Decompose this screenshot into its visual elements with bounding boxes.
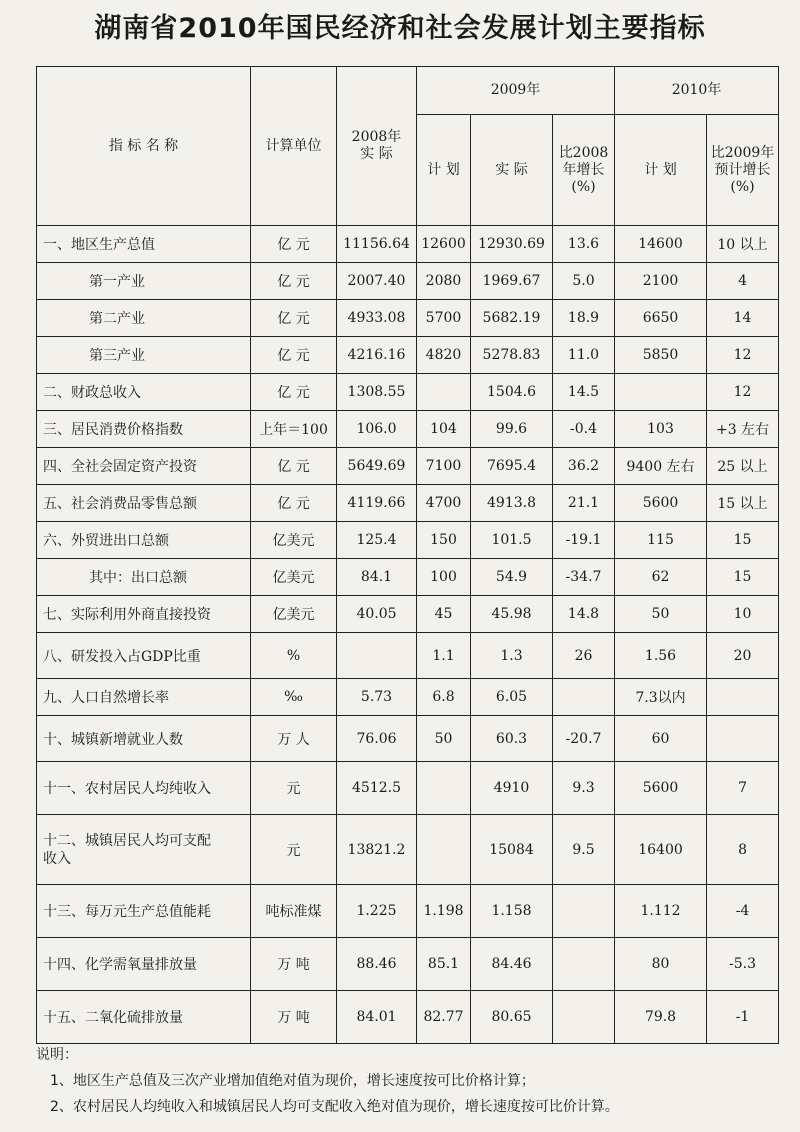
table-body (37, 226, 779, 1044)
header-growth-2010 (707, 115, 779, 226)
indicator-name-cell: 第一产业 (37, 263, 251, 300)
plan-2010-cell: 80 (615, 938, 707, 991)
growth-2010-cell: -1 (707, 991, 779, 1044)
table-row (37, 716, 779, 762)
header-actual-2008-line: 2008年 (351, 129, 402, 145)
header-growth-2010-line: (%) (730, 178, 755, 195)
actual-2009-cell: 45.98 (471, 596, 553, 633)
plan-2009-cell: 1.198 (417, 885, 471, 938)
header-actual-2008 (337, 67, 417, 226)
growth-2009-cell: 14.8 (553, 596, 615, 633)
plan-2010-cell: 1.112 (615, 885, 707, 938)
plan-2009-cell (417, 762, 471, 815)
growth-2009-cell: 18.9 (553, 300, 615, 337)
header-plan-2009: 计 划 (417, 115, 471, 226)
growth-2010-cell: 8 (707, 815, 779, 885)
actual-2009-cell: 1969.67 (471, 263, 553, 300)
plan-2009-cell (417, 374, 471, 411)
table-row (37, 337, 779, 374)
growth-2009-cell: 21.1 (553, 485, 615, 522)
header-year-2010: 2010年 (615, 67, 779, 115)
indicator-name-cell: 十五、二氧化硫排放量 (37, 991, 251, 1044)
unit-cell: % (251, 633, 337, 679)
growth-2009-cell: 36.2 (553, 448, 615, 485)
plan-2009-cell: 50 (417, 716, 471, 762)
growth-2010-cell: 10 以上 (707, 226, 779, 263)
table-row (37, 263, 779, 300)
indicator-name-line: 收入 (43, 850, 71, 867)
header-actual-2008-line: 实 际 (360, 146, 393, 162)
table-row (37, 374, 779, 411)
table-row (37, 522, 779, 559)
header-plan-2010: 计 划 (615, 115, 707, 226)
actual-2009-cell: 15084 (471, 815, 553, 885)
actual-2008-cell: 13821.2 (337, 815, 417, 885)
header-actual-2009: 实 际 (471, 115, 553, 226)
growth-2009-cell: 5.0 (553, 263, 615, 300)
plan-2009-cell: 104 (417, 411, 471, 448)
indicators-table (36, 66, 779, 1044)
unit-cell: 上年＝100 (251, 411, 337, 448)
table-row (37, 559, 779, 596)
actual-2009-cell: 54.9 (471, 559, 553, 596)
actual-2009-cell: 84.46 (471, 938, 553, 991)
growth-2009-cell (553, 991, 615, 1044)
plan-2010-cell: 14600 (615, 226, 707, 263)
growth-2009-cell: -20.7 (553, 716, 615, 762)
actual-2009-cell: 1.158 (471, 885, 553, 938)
indicator-name-cell: 二、财政总收入 (37, 374, 251, 411)
actual-2009-cell: 1.3 (471, 633, 553, 679)
indicator-name-cell: 十、城镇新增就业人数 (37, 716, 251, 762)
growth-2010-cell: 20 (707, 633, 779, 679)
plan-2009-cell (417, 815, 471, 885)
unit-cell: 吨标准煤 (251, 885, 337, 938)
growth-2009-cell: 9.5 (553, 815, 615, 885)
growth-2009-cell: -34.7 (553, 559, 615, 596)
table-row (37, 300, 779, 337)
unit-cell: 万 吨 (251, 991, 337, 1044)
plan-2010-cell: 5850 (615, 337, 707, 374)
unit-cell: 元 (251, 815, 337, 885)
header-growth-2010-line: 比2009年 (710, 144, 775, 161)
plan-2009-cell: 45 (417, 596, 471, 633)
actual-2008-cell: 5.73 (337, 679, 417, 716)
unit-cell: 万 人 (251, 716, 337, 762)
table-row (37, 815, 779, 885)
actual-2009-cell: 1504.6 (471, 374, 553, 411)
growth-2009-cell (553, 679, 615, 716)
plan-2010-cell (615, 374, 707, 411)
actual-2009-cell: 101.5 (471, 522, 553, 559)
actual-2009-cell: 4913.8 (471, 485, 553, 522)
growth-2009-cell: 13.6 (553, 226, 615, 263)
actual-2008-cell: 4119.66 (337, 485, 417, 522)
plan-2010-cell: 5600 (615, 485, 707, 522)
indicator-name-cell: 七、实际利用外商直接投资 (37, 596, 251, 633)
actual-2008-cell: 11156.64 (337, 226, 417, 263)
plan-2010-cell: 103 (615, 411, 707, 448)
plan-2010-cell: 7.3以内 (615, 679, 707, 716)
document-title: 湖南省2010年国民经济和社会发展计划主要指标 (94, 13, 706, 44)
table-row (37, 448, 779, 485)
unit-cell: 亿美元 (251, 559, 337, 596)
plan-2009-cell: 2080 (417, 263, 471, 300)
unit-cell: 亿 元 (251, 263, 337, 300)
growth-2010-cell (707, 679, 779, 716)
plan-2010-cell: 1.56 (615, 633, 707, 679)
unit-cell: 万 吨 (251, 938, 337, 991)
actual-2009-cell: 80.65 (471, 991, 553, 1044)
growth-2010-cell: 14 (707, 300, 779, 337)
indicator-name-cell: 十一、农村居民人均纯收入 (37, 762, 251, 815)
actual-2009-cell: 12930.69 (471, 226, 553, 263)
actual-2008-cell: 4933.08 (337, 300, 417, 337)
actual-2008-cell: 2007.40 (337, 263, 417, 300)
growth-2010-cell: 10 (707, 596, 779, 633)
indicator-name-line: 十二、城镇居民人均可支配 (43, 832, 211, 849)
unit-cell: 亿 元 (251, 300, 337, 337)
growth-2010-cell: 7 (707, 762, 779, 815)
growth-2009-cell: 9.3 (553, 762, 615, 815)
indicator-name-cell: 五、社会消费品零售总额 (37, 485, 251, 522)
actual-2009-cell: 7695.4 (471, 448, 553, 485)
indicator-name-cell: 第三产业 (37, 337, 251, 374)
table-row (37, 885, 779, 938)
actual-2009-cell: 6.05 (471, 679, 553, 716)
growth-2009-cell: -19.1 (553, 522, 615, 559)
unit-cell: 亿 元 (251, 337, 337, 374)
actual-2008-cell: 125.4 (337, 522, 417, 559)
plan-2009-cell: 85.1 (417, 938, 471, 991)
unit-cell: 亿美元 (251, 596, 337, 633)
header-growth-2009 (553, 115, 615, 226)
growth-2010-cell: 15 (707, 522, 779, 559)
growth-2010-cell: 25 以上 (707, 448, 779, 485)
actual-2009-cell: 60.3 (471, 716, 553, 762)
indicator-name-cell: 第二产业 (37, 300, 251, 337)
table-row (37, 633, 779, 679)
header-indicator-name: 指 标 名 称 (37, 67, 251, 226)
plan-2010-cell: 5600 (615, 762, 707, 815)
actual-2008-cell: 40.05 (337, 596, 417, 633)
actual-2009-cell: 4910 (471, 762, 553, 815)
table-header (37, 67, 779, 226)
table-row (37, 938, 779, 991)
plan-2009-cell: 12600 (417, 226, 471, 263)
growth-2010-cell: -4 (707, 885, 779, 938)
actual-2008-cell: 106.0 (337, 411, 417, 448)
table-row (37, 991, 779, 1044)
note-item: 1、地区生产总值及三次产业增加值绝对值为现价，增长速度按可比价格计算； (50, 1073, 535, 1089)
indicator-name-cell: 十三、每万元生产总值能耗 (37, 885, 251, 938)
table-row (37, 596, 779, 633)
unit-cell: 亿 元 (251, 448, 337, 485)
growth-2009-cell: 26 (553, 633, 615, 679)
actual-2008-cell: 84.01 (337, 991, 417, 1044)
table-row (37, 226, 779, 263)
growth-2010-cell: +3 左右 (707, 411, 779, 448)
unit-cell: 亿美元 (251, 522, 337, 559)
note-item: 2、农村居民人均纯收入和城镇居民人均可支配收入绝对值为现价，增长速度按可比价计算。 (50, 1099, 619, 1115)
header-growth-2009-line: (%) (571, 178, 596, 195)
indicator-name-cell: 三、居民消费价格指数 (37, 411, 251, 448)
growth-2009-cell (553, 885, 615, 938)
plan-2009-cell: 82.77 (417, 991, 471, 1044)
indicator-name-cell: 一、地区生产总值 (37, 226, 251, 263)
unit-cell: 亿 元 (251, 226, 337, 263)
notes-heading: 说明： (36, 1047, 78, 1063)
plan-2010-cell: 9400 左右 (615, 448, 707, 485)
plan-2010-cell: 50 (615, 596, 707, 633)
unit-cell: ‰ (251, 679, 337, 716)
table-row (37, 679, 779, 716)
actual-2009-cell: 5278.83 (471, 337, 553, 374)
actual-2009-cell: 5682.19 (471, 300, 553, 337)
header-year-2009: 2009年 (417, 67, 615, 115)
plan-2009-cell: 4820 (417, 337, 471, 374)
plan-2010-cell: 79.8 (615, 991, 707, 1044)
growth-2009-cell: 11.0 (553, 337, 615, 374)
plan-2009-cell: 150 (417, 522, 471, 559)
unit-cell: 亿 元 (251, 485, 337, 522)
plan-2010-cell: 6650 (615, 300, 707, 337)
growth-2010-cell: 12 (707, 374, 779, 411)
plan-2009-cell: 6.8 (417, 679, 471, 716)
growth-2010-cell: 15 以上 (707, 485, 779, 522)
plan-2010-cell: 2100 (615, 263, 707, 300)
actual-2008-cell: 88.46 (337, 938, 417, 991)
growth-2009-cell (553, 938, 615, 991)
plan-2009-cell: 1.1 (417, 633, 471, 679)
table-row (37, 485, 779, 522)
indicator-name-cell: 四、全社会固定资产投资 (37, 448, 251, 485)
growth-2010-cell: 4 (707, 263, 779, 300)
plan-2010-cell: 115 (615, 522, 707, 559)
growth-2009-cell: 14.5 (553, 374, 615, 411)
growth-2010-cell: -5.3 (707, 938, 779, 991)
notes-section (36, 1042, 778, 1120)
indicator-name-cell: 其中：出口总额 (37, 559, 251, 596)
plan-2010-cell: 16400 (615, 815, 707, 885)
actual-2008-cell: 76.06 (337, 716, 417, 762)
header-unit: 计算单位 (251, 67, 337, 226)
table-row (37, 411, 779, 448)
actual-2008-cell: 1.225 (337, 885, 417, 938)
actual-2008-cell: 4512.5 (337, 762, 417, 815)
header-growth-2010-line: 预计增长 (714, 161, 771, 178)
actual-2008-cell: 1308.55 (337, 374, 417, 411)
plan-2009-cell: 4700 (417, 485, 471, 522)
growth-2010-cell: 12 (707, 337, 779, 374)
indicator-name-cell (37, 815, 251, 885)
header-growth-2009-line: 年增长 (562, 161, 605, 178)
table-row (37, 762, 779, 815)
actual-2008-cell: 4216.16 (337, 337, 417, 374)
indicator-name-cell: 八、研发投入占GDP比重 (37, 633, 251, 679)
unit-cell: 亿 元 (251, 374, 337, 411)
actual-2008-cell: 84.1 (337, 559, 417, 596)
growth-2010-cell: 15 (707, 559, 779, 596)
plan-2010-cell: 60 (615, 716, 707, 762)
actual-2009-cell: 99.6 (471, 411, 553, 448)
growth-2010-cell (707, 716, 779, 762)
indicator-name-cell: 九、人口自然增长率 (37, 679, 251, 716)
indicator-name-cell: 六、外贸进出口总额 (37, 522, 251, 559)
actual-2008-cell: 5649.69 (337, 448, 417, 485)
plan-2009-cell: 5700 (417, 300, 471, 337)
plan-2009-cell: 7100 (417, 448, 471, 485)
actual-2008-cell (337, 633, 417, 679)
unit-cell: 元 (251, 762, 337, 815)
growth-2009-cell: -0.4 (553, 411, 615, 448)
plan-2010-cell: 62 (615, 559, 707, 596)
plan-2009-cell: 100 (417, 559, 471, 596)
indicator-name-cell: 十四、化学需氧量排放量 (37, 938, 251, 991)
header-growth-2009-line: 比2008 (558, 144, 609, 161)
